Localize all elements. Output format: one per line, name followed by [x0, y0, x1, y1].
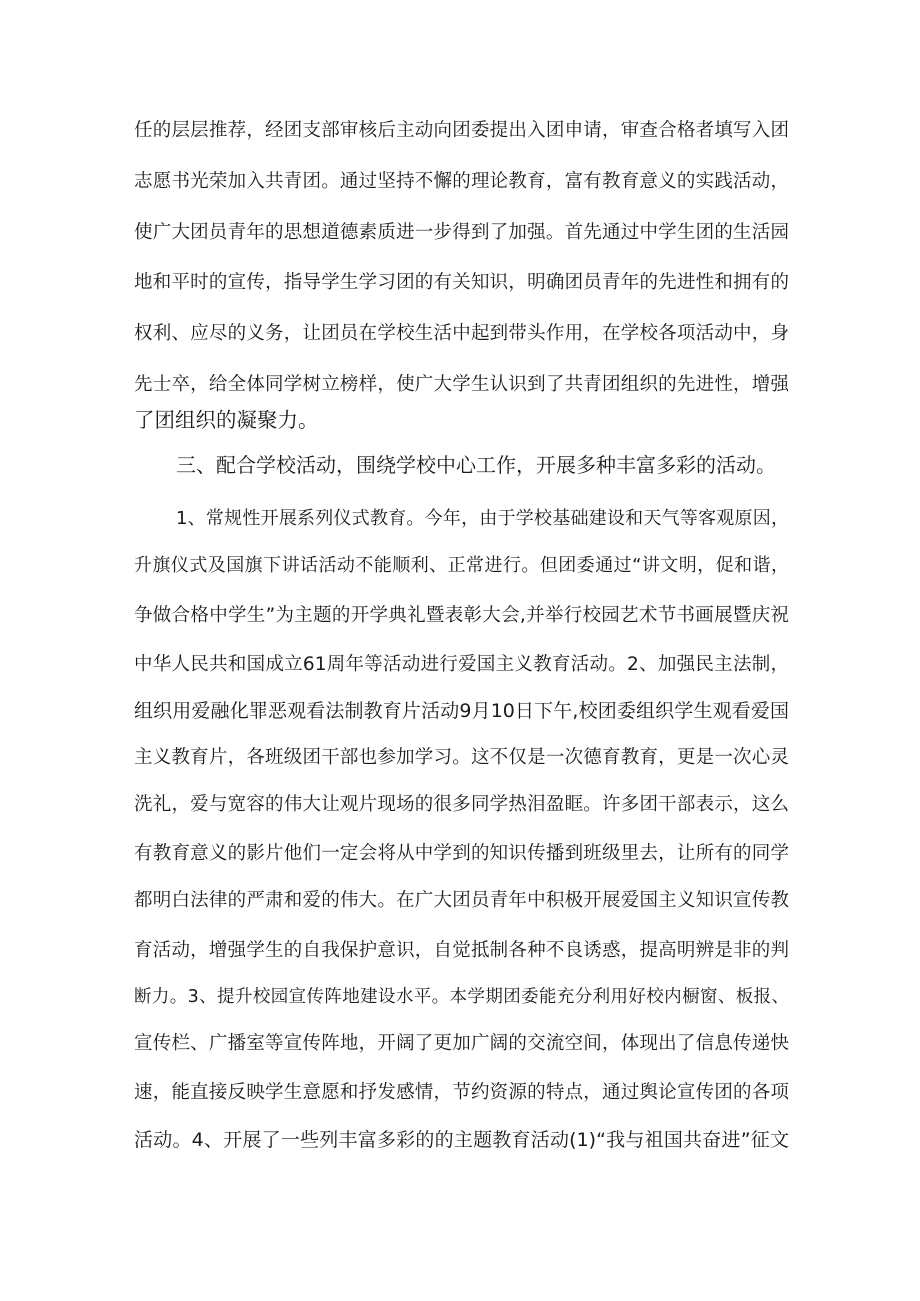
- text-line: 组织用爱融化罪恶观看法制教育片活动9月10日下午,校团委组织学生观看爱国: [134, 700, 789, 722]
- text-line: 速，能直接反映学生意愿和抒发感情，节约资源的特点，通过舆论宣传团的各项: [134, 1082, 789, 1103]
- text-line: 断力。3、提升校园宣传阵地建设水平。本学期团委能充分利用好校内橱窗、板报、: [134, 987, 789, 1007]
- text-line: 升旗仪式及国旗下讲话活动不能顺利、正常进行。但团委通过“讲文明，促和谐，: [134, 555, 789, 576]
- text-line: 洗礼，爱与宽容的伟大让观片现场的很多同学热泪盈眶。许多团干部表示，这么: [134, 794, 789, 815]
- text-line: 中华人民共和国成立61周年等活动进行爱国主义教育活动。2、加强民主法制，: [134, 654, 789, 675]
- text-line: 宣传栏、广播室等宣传阵地，开阔了更加广阔的交流空间，体现出了信息传递快: [134, 1033, 789, 1054]
- text-line: 了团组织的凝聚力。: [134, 408, 319, 432]
- text-line: 有教育意义的影片他们一定会将从中学到的知识传播到班级里去，让所有的同学: [134, 843, 789, 864]
- text-line: 1、常规性开展系列仪式教育。今年，由于学校基础建设和天气等客观原因，: [176, 508, 789, 529]
- text-line: 志愿书光荣加入共青团。通过坚持不懈的理论教育，富有教育意义的实践活动，: [134, 171, 789, 192]
- text-line: 活动。4、开展了一些列丰富多彩的的主题教育活动(1)“我与祖国共奋进”征文: [134, 1129, 789, 1151]
- text-line: 都明白法律的严肃和爱的伟大。在广大团员青年中积极开展爱国主义知识宣传教: [134, 890, 789, 911]
- text-line: 使广大团员青年的思想道德素质进一步得到了加强。首先通过中学生团的生活园: [134, 222, 789, 243]
- text-line: 地和平时的宣传，指导学生学习团的有关知识，明确团员青年的先进性和拥有的: [134, 272, 789, 293]
- text-line: 育活动，增强学生的自我保护意识，自觉抵制各种不良诱惑，提高明辨是非的判: [134, 940, 789, 961]
- text-line: 先士卒，给全体同学树立榜样，使广大学生认识到了共青团组织的先进性，增强: [134, 374, 789, 395]
- text-line: 任的层层推荐，经团支部审核后主动向团委提出入团申请，审查合格者填写入团: [134, 120, 789, 141]
- text-line: 主义教育片，各班级团干部也参加学习。这不仅是一次德育教育，更是一次心灵: [134, 747, 789, 768]
- text-line: 争做合格中学生”为主题的开学典礼暨表彰大会,并举行校园艺术节书画展暨庆祝: [134, 605, 789, 626]
- text-line: 权利、应尽的义务，让团员在学校生活中起到带头作用，在学校各项活动中，身: [134, 323, 789, 344]
- section-heading: 三、配合学校活动，围绕学校中心工作，开展多种丰富多彩的活动。: [176, 453, 776, 477]
